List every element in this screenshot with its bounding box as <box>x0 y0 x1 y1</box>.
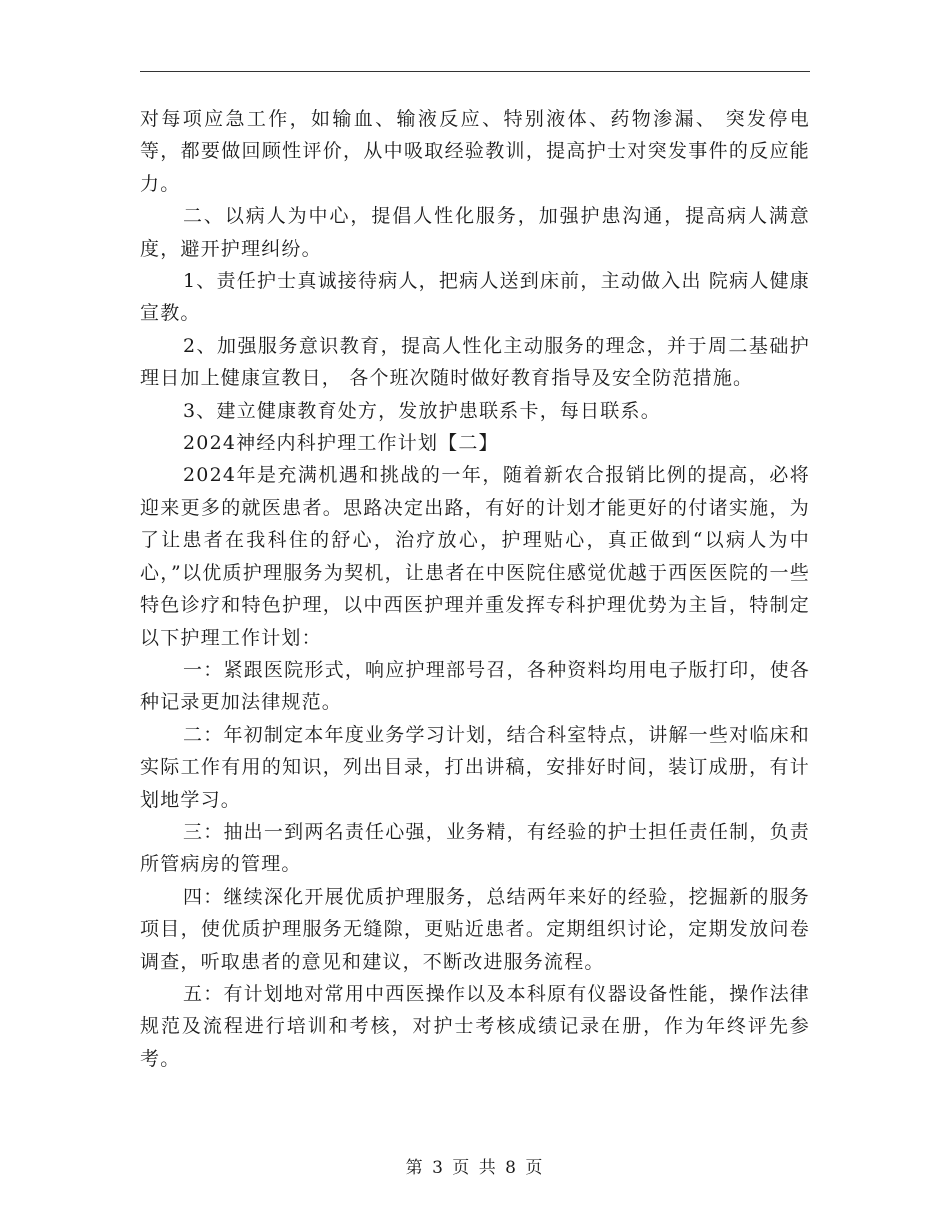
paragraph-5: 3、建立健康教育处方，发放护患联系卡，每日联系。 <box>183 399 661 422</box>
paragraph-10: 三：抽出一到两名责任心强，业务精，有经验的护士担任责任制，负责所管病房的管理。 <box>140 820 810 876</box>
header-rule <box>140 71 810 72</box>
paragraph-12: 五：有计划地对常用中西医操作以及本科原有仪器设备性能，操作法律规范及流程进行培训和考核，对护士考核成绩记录在册，作为年终评先参考。 <box>140 982 810 1070</box>
paragraph-9: 二：年初制定本年度业务学习计划，结合科室特点，讲解一些对临床和实际工作有用的知识，列出目录，打出讲稿，安排好时间，装订成册，有计划地学习。 <box>140 723 810 811</box>
paragraph-8: 一：紧跟医院形式，响应护理部号召，各种资料均用电子版打印，使各种记录更加法律规范。 <box>140 658 810 714</box>
page-number: 第 3 页 共 8 页 <box>405 1158 545 1178</box>
paragraph-4: 2、加强服务意识教育，提高人性化主动服务的理念，并于周二基础护理日加上健康宣教日， 各个班次随时做好教育指导及安全防范措施。 <box>140 334 810 390</box>
paragraph-1: 对每项应急工作，如输血、输液反应、特别液体、药物渗漏、 突发停电等，都要做回顾性评价，从中吸取经验教训，提高护士对突发事件的反应能力。 <box>140 108 810 195</box>
paragraph-7: 2024年是充满机遇和挑战的一年，随着新农合报销比例的提高，必将迎来更多的就医患者。思路决定出路，有好的计划才能更好的付诸实施，为了让患者在我科住的舒心，治疗放心，护理贴心，真正做到“以病人为中心，”以优质护理服务为契机，让患者在中医院住感觉优越于西医医院的一些特色诊疗和特色护理，以中西医护理并重发挥专科护理优势为主旨，特制定以下护理工作计划： <box>140 464 810 649</box>
paragraph-3: 1、责任护士真诚接待病人，把病人送到床前，主动做入出 院病人健康宣教。 <box>140 270 810 325</box>
paragraph-2: 二、以病人为中心，提倡人性化服务，加强护患沟通，提高病人满意度，避开护理纠纷。 <box>140 205 810 260</box>
section-heading: 2024神经内科护理工作计划【二】 <box>183 432 499 455</box>
paragraph-11: 四：继续深化开展优质护理服务，总结两年来好的经验，挖掘新的服务项目，使优质护理服务无缝隙，更贴近患者。定期组织讨论，定期发放问卷调查，听取患者的意见和建议，不断改进服务流程。 <box>140 885 810 973</box>
document-body <box>140 103 810 1075</box>
